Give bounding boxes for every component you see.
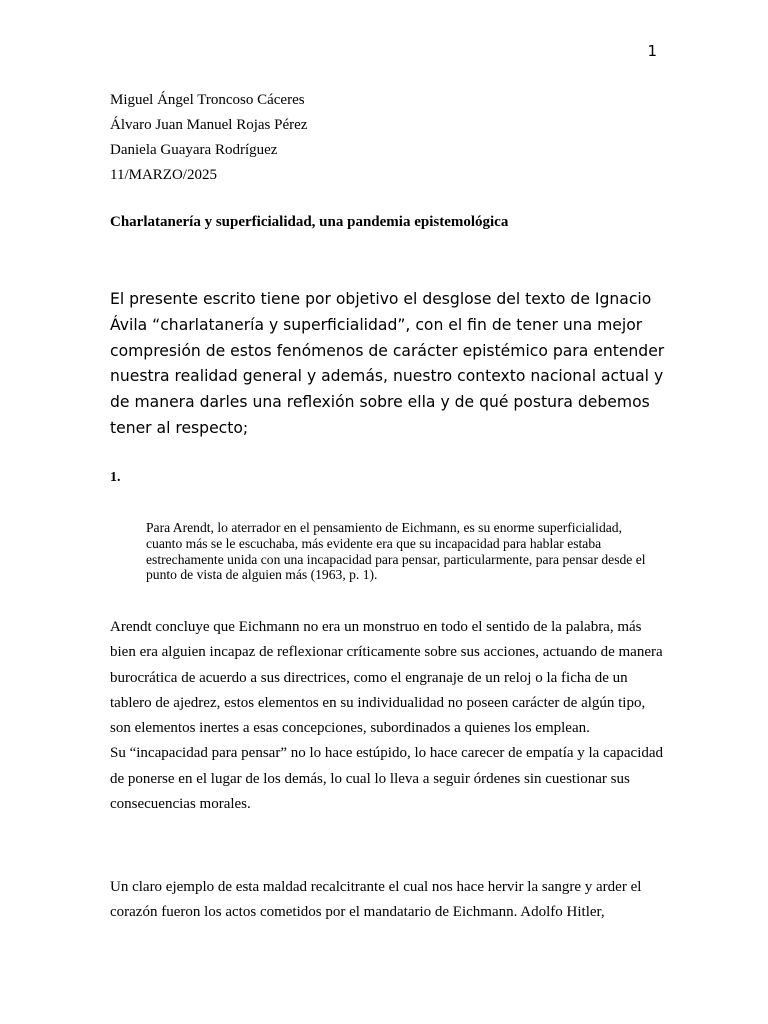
author-name: Álvaro Juan Manuel Rojas Pérez xyxy=(110,117,308,133)
body-paragraph: Arendt concluye que Eichmann no era un monstruo en todo el sentido de la palabra, más bien era alguien incapaz de reflexionar críticamente sobre sus acciones, actuando de manera burocrática de acuerdo a sus directrices, como el engranaje de un reloj o la ficha de un tablero de ajedrez, estos elementos en su individualidad no poseen carácter de algún tipo, son elementos inertes a esas concepciones, subordinados a quienes los emplean. xyxy=(110,619,663,737)
body-paragraph: Un claro ejemplo de esta maldad recalcitrante el cual nos hace hervir la sangre y arder el corazón fueron los actos cometidos por el mandatario de Eichmann. Adolfo Hitler, xyxy=(110,879,642,921)
body-paragraph: Su “incapacidad para pensar” no lo hace estúpido, lo hace carecer de empatía y la capacidad de ponerse en el lugar de los demás, lo cual lo lleva a seguir órdenes sin cuestionar sus consecuencias morales. xyxy=(110,745,664,813)
section-number: 1. xyxy=(110,470,121,485)
document-date: 11/MARZO/2025 xyxy=(110,167,217,183)
author-name: Miguel Ángel Troncoso Cáceres xyxy=(110,92,305,108)
document-title: Charlatanería y superficialidad, una pandemia epistemológica xyxy=(110,214,509,230)
block-quote: Para Arendt, lo aterrador en el pensamiento de Eichmann, es su enorme superficialidad, cuanto más se le escuchaba, más evidente era que su incapacidad para hablar estaba estrechamente unida con una incapacidad para pensar, particularmente, para pensar desde el punto de vista de alguien más (1963, p. 1). xyxy=(146,520,646,583)
author-block xyxy=(110,88,307,188)
intro-paragraph: El presente escrito tiene por objetivo el desglose del texto de Ignacio Ávila “charlatanería y superficialidad”, con el fin de tener una mejor compresión de estos fenómenos de carácter epistémico para entender nuestra realidad general y además, nuestro contexto nacional actual y de manera darles una reflexión sobre ella y de qué postura debemos tener al respecto; xyxy=(110,290,665,437)
body-section xyxy=(110,615,666,817)
author-name: Daniela Guayara Rodríguez xyxy=(110,142,278,158)
page-number: 1 xyxy=(647,42,657,60)
